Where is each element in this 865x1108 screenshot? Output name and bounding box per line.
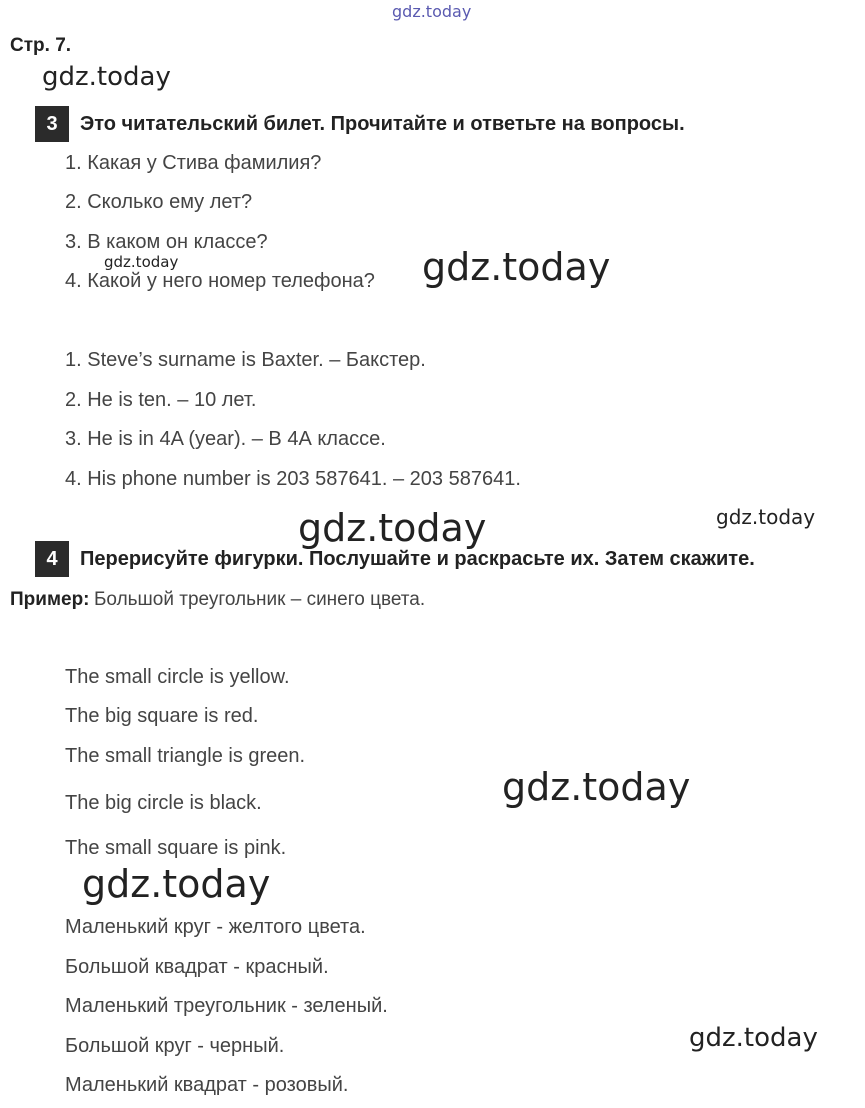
question-item: 4. Какой у него номер телефона?	[65, 270, 375, 292]
task-3-instruction: Это читательский билет. Прочитайте и ответьте на вопросы.	[80, 113, 685, 135]
watermark-large: gdz.today	[422, 245, 611, 289]
page-label: Стр. 7.	[10, 35, 72, 56]
watermark-top: gdz.today	[392, 2, 472, 21]
watermark-large: gdz.today	[298, 506, 487, 550]
answer-item: 2. He is ten. – 10 лет.	[65, 389, 257, 411]
english-sentence: The big circle is black.	[65, 792, 262, 814]
watermark-large: gdz.today	[82, 862, 271, 906]
example	[10, 589, 425, 611]
task-4-instruction: Перерисуйте фигурки. Послушайте и раскрасьте их. Затем скажите.	[80, 548, 755, 570]
watermark: gdz.today	[42, 62, 171, 92]
answer-item: 3. He is in 4A (year). – В 4А классе.	[65, 428, 386, 450]
example-text: Большой треугольник – синего цвета.	[93, 589, 426, 610]
answer-item: 4. His phone number is 203 587641. – 203 587641.	[65, 468, 521, 490]
russian-sentence: Маленький круг - желтого цвета.	[65, 916, 366, 938]
english-sentence: The small circle is yellow.	[65, 666, 290, 688]
watermark: gdz.today	[689, 1023, 818, 1053]
task-3-number-badge: 3	[35, 106, 69, 142]
example-label: Пример:	[10, 589, 90, 610]
russian-sentence: Большой квадрат - красный.	[65, 956, 329, 978]
question-item: 1. Какая у Стива фамилия?	[65, 152, 322, 174]
answer-item: 1. Steve’s surname is Baxter. – Бакстер.	[65, 349, 426, 371]
english-sentence: The small triangle is green.	[65, 745, 306, 767]
question-item: 2. Сколько ему лет?	[65, 191, 253, 213]
watermark-large: gdz.today	[502, 765, 691, 809]
watermark: gdz.today	[716, 505, 816, 529]
russian-sentence: Маленький квадрат - розовый.	[65, 1074, 349, 1096]
english-sentence: The small square is pink.	[65, 837, 287, 859]
russian-sentence: Маленький треугольник - зеленый.	[65, 995, 388, 1017]
watermark-small: gdz.today	[104, 253, 179, 271]
russian-sentence: Большой круг - черный.	[65, 1035, 285, 1057]
task-4-number-badge: 4	[35, 541, 69, 577]
english-sentence: The big square is red.	[65, 705, 259, 727]
question-item: 3. В каком он классе?	[65, 231, 268, 253]
